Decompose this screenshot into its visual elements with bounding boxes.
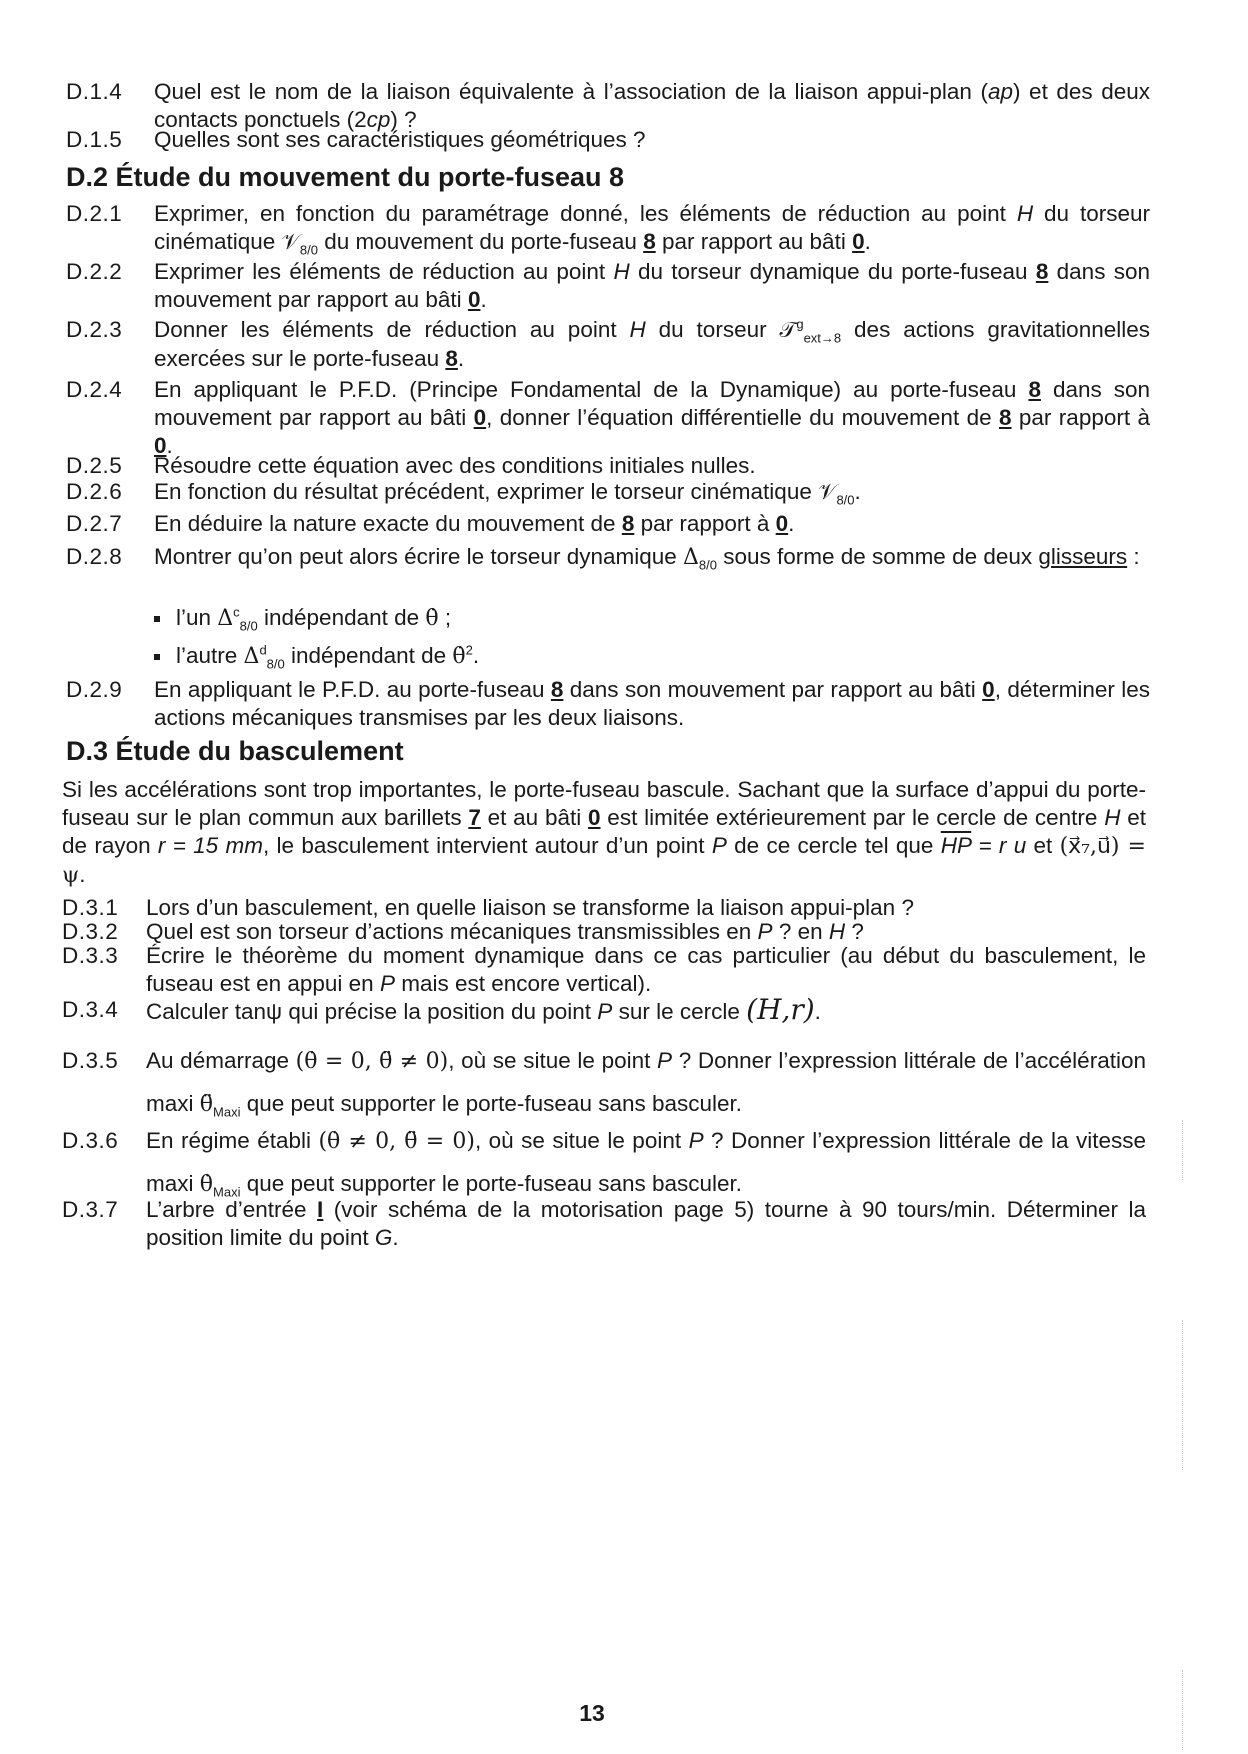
- question-text: En appliquant le P.F.D. (Principe Fondamental de la Dynamique) au porte-fuseau 8 dans son mouvement par rapport au bâti 0, donner l’équation différentielle du mouvement de 8 par rapport à 0.: [154, 377, 1150, 458]
- question-d-2-9: [66, 676, 1150, 732]
- question-d-2-4: [66, 376, 1150, 460]
- question-text: L’arbre d’entrée I (voir schéma de la motorisation page 5) tourne à 90 tours/min. Déterminer la position limite du point G.: [146, 1197, 1146, 1250]
- question-number: D.2.5: [66, 453, 123, 478]
- question-number: D.3.3: [62, 943, 119, 968]
- question-text: Quel est le nom de la liaison équivalente à l’association de la liaison appui-plan (ap) et des deux contacts ponctuels (2cp) ?: [154, 79, 1151, 132]
- question-d-3-6: [62, 1120, 1146, 1206]
- question-number: D.2.6: [66, 479, 123, 504]
- question-text: Écrire le théorème du moment dynamique dans ce cas particulier (au début du basculement, le fuseau est en appui en P mais est encore vertical).: [146, 943, 1146, 996]
- question-d-2-8: [66, 542, 1150, 573]
- question-number: D.2.7: [66, 511, 123, 536]
- section-title-d3: D.3 Étude du basculement: [66, 736, 404, 766]
- question-d-3-3: [62, 942, 1146, 998]
- question-number: D.3.2: [62, 919, 119, 944]
- question-d-2-2: [66, 258, 1150, 314]
- question-text: Donner les éléments de réduction au point H du torseur 𝒯$^g_{ext\to 8}$ des actions gravitationnelles exercées sur le porte-fuseau 8.: [154, 316, 1150, 371]
- question-text: Lors d’un basculement, en quelle liaison se transforme la liaison appui-plan ?: [146, 895, 914, 920]
- question-text: Exprimer, en fonction du paramétrage donné, les éléments de réduction au point H du torseur cinématique 𝒱$_{8/0}$ du mouvement du porte-fuseau 8 par rapport au bâti 0.: [154, 201, 1150, 258]
- question-text: En fonction du résultat précédent, exprimer le torseur cinématique 𝒱$_{8/0}$.: [154, 479, 861, 508]
- question-d-3-5: [62, 1040, 1146, 1126]
- question-d-2-5: [66, 452, 1150, 480]
- question-number: D.3.4: [62, 997, 119, 1022]
- question-text: Résoudre cette équation avec des conditions initiales nulles.: [154, 453, 756, 478]
- bullet-item: l’un $\Delta^c_{8/0}$ indépendant de θ̇ ;: [154, 604, 451, 633]
- question-d-3-4: [62, 993, 1146, 1026]
- question-d-2-7: [66, 510, 1150, 538]
- question-text: Montrer qu’on peut alors écrire le torseur dynamique $\Delta_{8/0}$ sous forme de somme de deux glisseurs :: [154, 544, 1140, 573]
- page-number: 13: [579, 1700, 605, 1726]
- question-number: D.3.5: [62, 1048, 119, 1073]
- question-d-2-6: [66, 478, 1150, 507]
- question-number: D.2.1: [66, 201, 123, 226]
- bullet-icon: [154, 616, 160, 622]
- question-number: D.2.8: [66, 544, 123, 569]
- question-text: Au démarrage (θ̇ = 0, θ̈ ≠ 0), où se situe le point P ? Donner l’expression littérale de l’accélération maxi $\thetä_{Maxi}$ que peut supporter le porte-fuseau sans basculer.: [146, 1048, 1146, 1120]
- question-text: En régime établi (θ̇ ≠ 0, θ̈ = 0), où se situe le point P ? Donner l’expression littérale de la vitesse maxi $\thetȧ_{Maxi}$ que peut supporter le porte-fuseau sans basculer.: [146, 1128, 1146, 1200]
- section-title-d2: D.2 Étude du mouvement du porte-fuseau 8: [66, 162, 625, 192]
- question-number: D.2.2: [66, 259, 123, 284]
- question-text: En appliquant le P.F.D. au porte-fuseau 8 dans son mouvement par rapport au bâti 0, déterminer les actions mécaniques transmises par les deux liaisons.: [154, 677, 1151, 730]
- intro-paragraph: Si les accélérations sont trop importantes, le porte-fuseau bascule. Sachant que la surface d’appui du porte-fuseau sur le plan commun aux barillets 7 et au bâti 0 est limitée extérieurement par le cercle de centre H et de rayon r = 15 mm, le basculement intervient autour d’un point P de ce cercle tel que $\overline{HP} = r$ u et (x⃗₇,u⃗) = ψ.: [62, 777, 1146, 888]
- question-text: Quelles sont ses caractéristiques géométriques ?: [154, 127, 646, 152]
- question-text: Quel est son torseur d’actions mécaniques transmissibles en P ? en H ?: [146, 919, 864, 944]
- question-number: D.2.3: [66, 317, 123, 342]
- scan-edge-mark: [1182, 1670, 1183, 1750]
- scan-edge-mark: [1182, 1120, 1183, 1180]
- question-text: Exprimer les éléments de réduction au point H du torseur dynamique du porte-fuseau 8 dans son mouvement par rapport au bâti 0.: [154, 259, 1151, 312]
- bullet-item: l’autre $\Delta^d_{8/0}$ indépendant de θ̇$^2$.: [154, 642, 479, 671]
- question-text: Calculer tanψ qui précise la position du point P sur le cercle (H,r).: [146, 993, 821, 1026]
- question-d-2-1: [66, 200, 1150, 257]
- question-number: D.1.5: [66, 127, 123, 152]
- question-number: D.3.1: [62, 895, 119, 920]
- question-d-1-5: [66, 126, 1150, 154]
- question-number: D.2.9: [66, 677, 123, 702]
- question-number: D.1.4: [66, 79, 123, 104]
- question-number: D.2.4: [66, 377, 123, 402]
- question-number: D.3.7: [62, 1197, 119, 1222]
- bullet-icon: [154, 654, 160, 660]
- scan-edge-mark: [1182, 1320, 1183, 1470]
- question-number: D.3.6: [62, 1128, 119, 1153]
- question-text: En déduire la nature exacte du mouvement de 8 par rapport à 0.: [154, 511, 795, 536]
- question-d-3-7: [62, 1196, 1146, 1252]
- question-d-2-3: [66, 316, 1150, 373]
